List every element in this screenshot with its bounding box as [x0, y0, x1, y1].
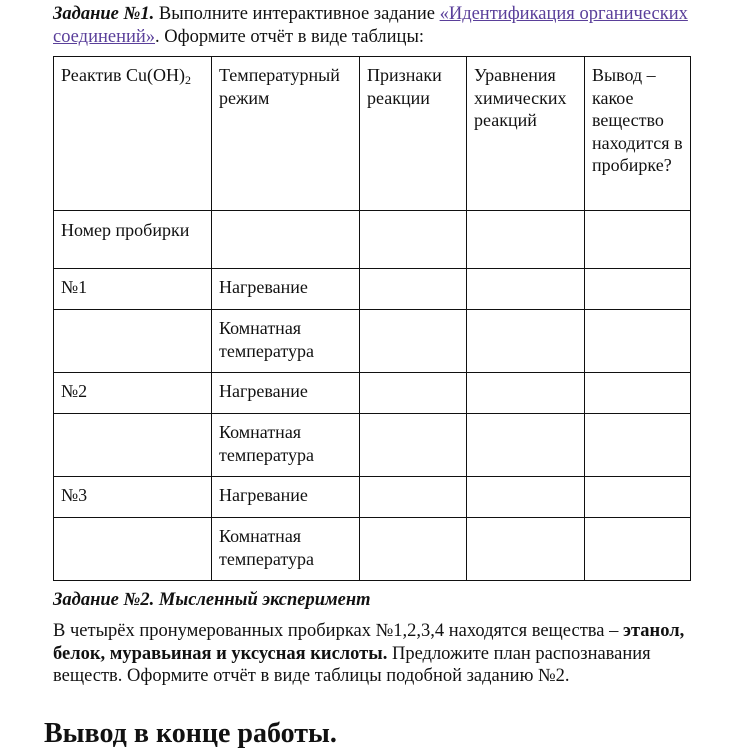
mode-cell: Нагревание	[212, 477, 360, 518]
tube-number-label: Номер пробирки	[54, 211, 212, 269]
table-row	[54, 373, 691, 414]
mode-cell: Комнатная температура	[212, 310, 360, 373]
empty-cell[interactable]	[585, 310, 691, 373]
header-signs: Признаки реакции	[360, 57, 467, 211]
empty-cell[interactable]	[360, 211, 467, 269]
task2-text-end: Предложите план распознавания веществ. Оформите отчёт в виде таблицы подобной заданию №2.	[53, 643, 651, 686]
empty-cell[interactable]	[585, 211, 691, 269]
task2-paragraph	[53, 620, 693, 688]
mode-cell: Комнатная температура	[212, 518, 360, 581]
tube-cell: №3	[54, 477, 212, 518]
task2-text: В четырёх пронумерованных пробирках №1,2,3,4 находятся вещества –	[53, 621, 623, 641]
empty-cell[interactable]	[212, 211, 360, 269]
task1-title: Задание №1.	[53, 4, 155, 24]
task1-text-end: . Оформите отчёт в виде таблицы:	[155, 27, 425, 47]
tube-cell	[54, 310, 212, 373]
empty-cell[interactable]	[360, 310, 467, 373]
empty-cell[interactable]	[360, 477, 467, 518]
empty-cell[interactable]	[467, 414, 585, 477]
table-row-tube-label	[54, 211, 691, 269]
task2-substances: этанол, белок, муравьиная и уксусная кислоты.	[53, 621, 685, 664]
table-row	[54, 310, 691, 373]
mode-cell: Комнатная температура	[212, 414, 360, 477]
mode-cell: Нагревание	[212, 373, 360, 414]
conclusion-heading: Вывод в конце работы.	[44, 718, 337, 749]
empty-cell[interactable]	[467, 310, 585, 373]
mode-cell: Нагревание	[212, 269, 360, 310]
tube-cell: №2	[54, 373, 212, 414]
tube-cell	[54, 414, 212, 477]
header-temperature-mode: Температурный режим	[212, 57, 360, 211]
table-row	[54, 269, 691, 310]
interactive-task-link[interactable]: «Идентификация органических соединений»	[53, 4, 688, 47]
empty-cell[interactable]	[360, 269, 467, 310]
empty-cell[interactable]	[585, 477, 691, 518]
empty-cell[interactable]	[467, 211, 585, 269]
empty-cell[interactable]	[467, 269, 585, 310]
table-row	[54, 518, 691, 581]
empty-cell[interactable]	[360, 414, 467, 477]
header-reagent: Реактив $Cu(OH)_2$	[54, 57, 212, 211]
empty-cell[interactable]	[467, 477, 585, 518]
empty-cell[interactable]	[585, 518, 691, 581]
report-table	[53, 56, 691, 581]
empty-cell[interactable]	[467, 518, 585, 581]
tube-cell: №1	[54, 269, 212, 310]
table-header-row	[54, 57, 691, 211]
empty-cell[interactable]	[585, 414, 691, 477]
empty-cell[interactable]	[585, 373, 691, 414]
empty-cell[interactable]	[585, 269, 691, 310]
header-conclusion: Вывод – какое вещество находится в пробирке?	[585, 57, 691, 211]
task1-text: Выполните интерактивное задание	[154, 4, 440, 24]
empty-cell[interactable]	[360, 373, 467, 414]
empty-cell[interactable]	[360, 518, 467, 581]
table-row	[54, 477, 691, 518]
empty-cell[interactable]	[467, 373, 585, 414]
tube-cell	[54, 518, 212, 581]
task1-paragraph	[53, 3, 713, 49]
task2-title: Задание №2. Мысленный эксперимент	[53, 590, 371, 610]
header-equations: Уравнения химических реакций	[467, 57, 585, 211]
table-row	[54, 414, 691, 477]
